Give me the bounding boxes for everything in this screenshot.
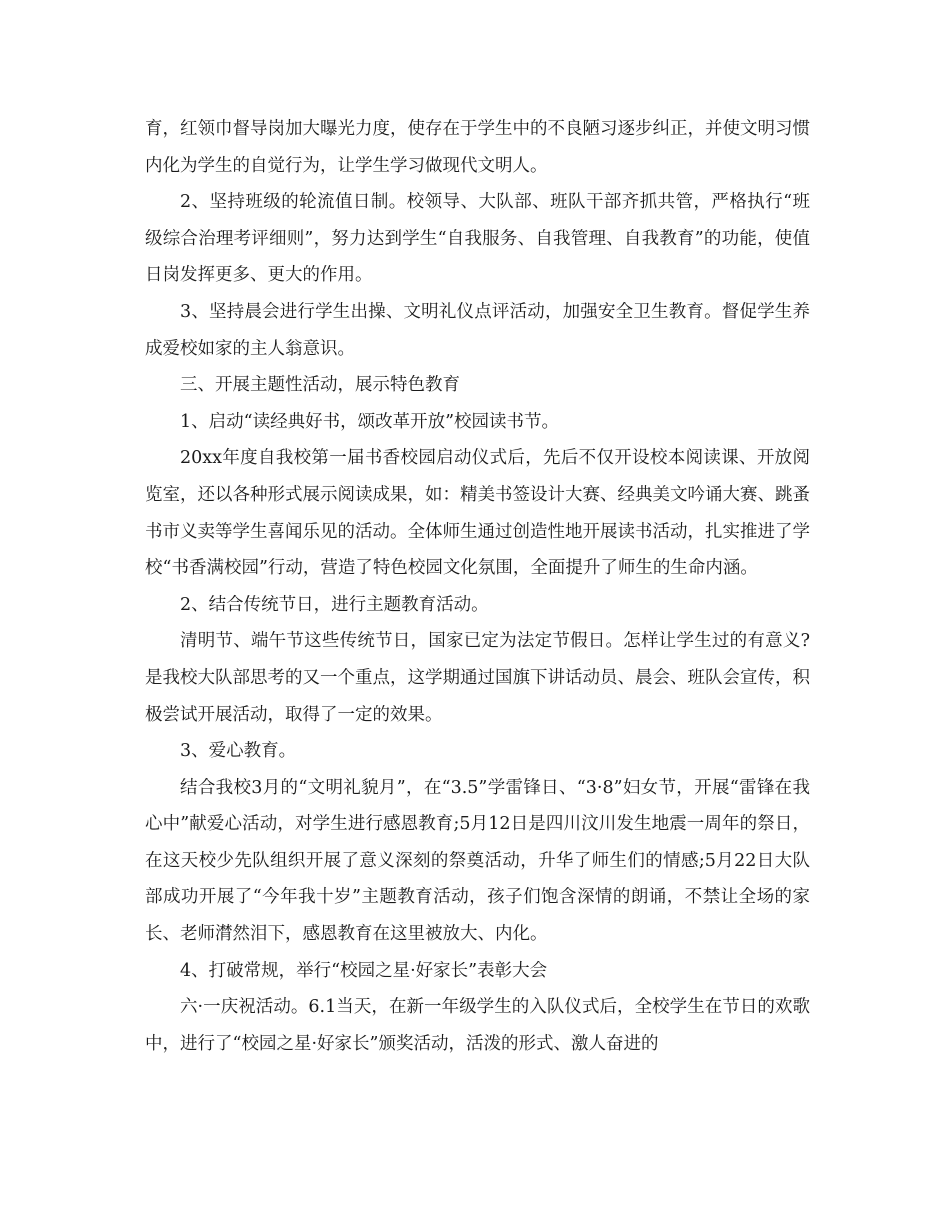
subsection-heading: 3、爱心教育。	[180, 741, 297, 762]
paragraph: 清明节、端午节这些传统节日，国家已定为法定节假日。怎样让学生过的有意义?是我校大队部思考的又一个重点，这学期通过国旗下讲话动员、晨会、班队会宣传，积极尝试开展活动，取得了一定的效果。	[145, 631, 810, 725]
document-body	[145, 111, 810, 1062]
section-heading: 三、开展主题性活动，展示特色教育	[180, 375, 460, 396]
subsection-heading: 2、结合传统节日，进行主题教育活动。	[180, 594, 489, 615]
subsection-heading: 1、启动“读经典好书，颂改革开放”校园读书节。	[180, 411, 560, 432]
paragraph: 2、坚持班级的轮流值日制。校领导、大队部、班队干部齐抓共管，严格执行“班级综合治理考评细则”，努力达到学生“自我服务、自我管理、自我教育”的功能，使值日岗发挥更多、更大的作用。	[145, 192, 810, 286]
paragraph: 六·一庆祝活动。6.1当天，在新一年级学生的入队仪式后，全校学生在节日的欢歌中，进行了“校园之星·好家长”颁奖活动，活泼的形式、激人奋进的	[145, 997, 810, 1054]
subsection-heading: 4、打破常规，举行“校园之星·好家长”表彰大会	[180, 960, 548, 981]
paragraph: 育，红领巾督导岗加大曝光力度，使存在于学生中的不良陋习逐步纠正，并使文明习惯内化为学生的自觉行为，让学生学习做现代文明人。	[145, 119, 810, 176]
paragraph: 3、坚持晨会进行学生出操、文明礼仪点评活动，加强安全卫生教育。督促学生养成爱校如家的主人翁意识。	[145, 301, 810, 359]
paragraph: 结合我校3月的“文明礼貌月”，在“3.5”学雷锋日、“3·8”妇女节，开展“雷锋在我心中”献爱心活动，对学生进行感恩教育;5月12日是四川汶川发生地震一周年的祭日，在这天校少先队组织开展了意义深刻的祭奠活动，升华了师生们的情感;5月22日大队部成功开展了“今年我十岁”主题教育活动，孩子们饱含深情的朗诵，不禁让全场的家长、老师潸然泪下，感恩教育在这里被放大、内化。	[145, 777, 810, 945]
paragraph: 20xx年度自我校第一届书香校园启动仪式后，先后不仅开设校本阅读课、开放阅览室，还以各种形式展示阅读成果，如：精美书签设计大赛、经典美文吟诵大赛、跳蚤书市义卖等学生喜闻乐见的活动。全体师生通过创造性地开展读书活动，扎实推进了学校“书香满校园”行动，营造了特色校园文化氛围，全面提升了师生的生命内涵。	[145, 448, 810, 579]
